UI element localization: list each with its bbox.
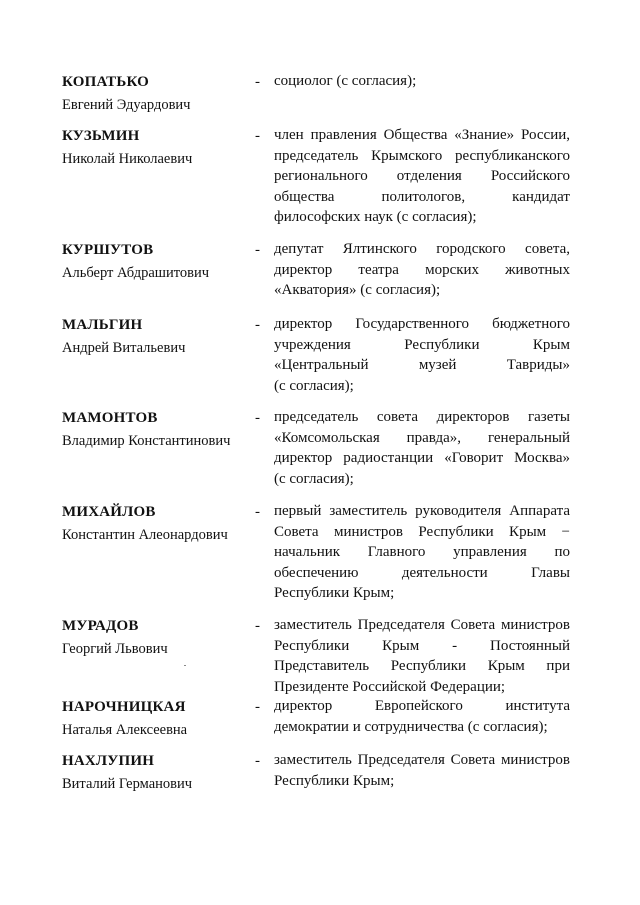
position-line: член правления Общества «Знание» России, <box>274 127 570 143</box>
position-line: «Центральный музей Тавриды» <box>274 357 570 373</box>
member-surname: МАМОНТОВ <box>62 410 158 426</box>
entry-dash: - <box>255 618 260 634</box>
position-line: Республики Крым; <box>274 585 395 601</box>
position-line: (с согласия); <box>274 377 354 394</box>
member-position <box>274 239 570 301</box>
entry-dash: - <box>255 74 260 90</box>
member-surname: НАХЛУПИН <box>62 753 155 769</box>
position-line: Совета министров Республики Крым − <box>274 523 570 540</box>
member-surname: МИХАЙЛОВ <box>62 504 156 520</box>
position-line: депутат Ялтинского городского совета, <box>274 241 570 257</box>
position-line: «Комсомольская правда», генеральный <box>274 429 570 446</box>
member-given-name: Андрей Витальевич <box>62 340 186 356</box>
member-name <box>62 407 247 453</box>
member-position <box>274 407 570 489</box>
position-line: заместитель Председателя Совета министров <box>274 752 570 768</box>
member-given-name: Константин Алеонардович <box>62 527 228 543</box>
scan-speck <box>184 665 186 666</box>
member-name <box>62 750 247 796</box>
entry-dash: - <box>255 317 260 333</box>
member-position <box>274 696 570 737</box>
entry-dash: - <box>255 242 260 258</box>
member-given-name: Георгий Львович <box>62 641 168 657</box>
member-surname: КУРШУТОВ <box>62 242 154 258</box>
member-name <box>62 501 247 547</box>
member-position <box>274 750 570 791</box>
position-line: регионального отделения Российского <box>274 168 570 184</box>
entry-dash: - <box>255 504 260 520</box>
position-line: Республики Крым; <box>274 772 395 789</box>
position-line: директор Государственного бюджетного <box>274 316 570 332</box>
position-line: философских наук (с согласия); <box>274 209 477 225</box>
member-name <box>62 314 247 360</box>
entry-dash: - <box>255 128 260 144</box>
member-name <box>62 696 247 742</box>
member-position <box>274 615 570 697</box>
position-line: социолог (с согласия); <box>274 73 417 89</box>
position-line: директор радиостанции «Говорит Москва» <box>274 450 570 466</box>
member-surname: МАЛЬГИН <box>62 317 143 333</box>
member-position <box>274 314 570 396</box>
position-line: председатель совета директоров газеты <box>274 409 570 425</box>
position-line: «Акватория» (с согласия); <box>274 282 441 298</box>
member-given-name: Евгений Эдуардович <box>62 97 191 113</box>
member-given-name: Владимир Константинович <box>62 433 231 449</box>
position-line: Республики Крым - Постоянный <box>274 637 570 654</box>
member-name <box>62 71 247 117</box>
position-line: Президенте Российской Федерации; <box>274 678 506 695</box>
member-surname: КОПАТЬКО <box>62 74 150 90</box>
position-line: Представитель Республики Крым при <box>274 658 570 674</box>
position-line: заместитель Председателя Совета министров <box>274 617 570 633</box>
member-name <box>62 125 247 171</box>
position-line: (с согласия); <box>274 470 354 487</box>
member-surname: МУРАДОВ <box>62 618 139 634</box>
position-line: демократии и сотрудничества (с согласия); <box>274 718 548 735</box>
member-given-name: Наталья Алексеевна <box>62 722 188 738</box>
entry-dash: - <box>255 699 260 715</box>
position-line: начальник Главного управления по <box>274 544 570 560</box>
member-name <box>62 239 247 285</box>
member-surname: КУЗЬМИН <box>62 128 140 144</box>
position-line: председатель Крымского республиканского <box>274 147 570 164</box>
position-line: первый заместитель руководителя Аппарата <box>274 503 570 519</box>
position-line: директор Европейского института <box>274 698 570 714</box>
member-position <box>274 71 570 92</box>
position-line: директор театра морских животных <box>274 261 570 278</box>
member-position <box>274 501 570 604</box>
member-given-name: Николай Николаевич <box>62 151 193 167</box>
position-line: общества политологов, кандидат <box>274 188 570 205</box>
member-position <box>274 125 570 228</box>
position-line: обеспечению деятельности Главы <box>274 564 570 581</box>
member-surname: НАРОЧНИЦКАЯ <box>62 699 186 715</box>
entry-dash: - <box>255 410 260 426</box>
member-given-name: Альберт Абдрашитович <box>62 265 209 281</box>
position-line: учреждения Республики Крым <box>274 336 570 353</box>
member-given-name: Виталий Германович <box>62 776 193 792</box>
member-name <box>62 615 247 661</box>
entry-dash: - <box>255 753 260 769</box>
